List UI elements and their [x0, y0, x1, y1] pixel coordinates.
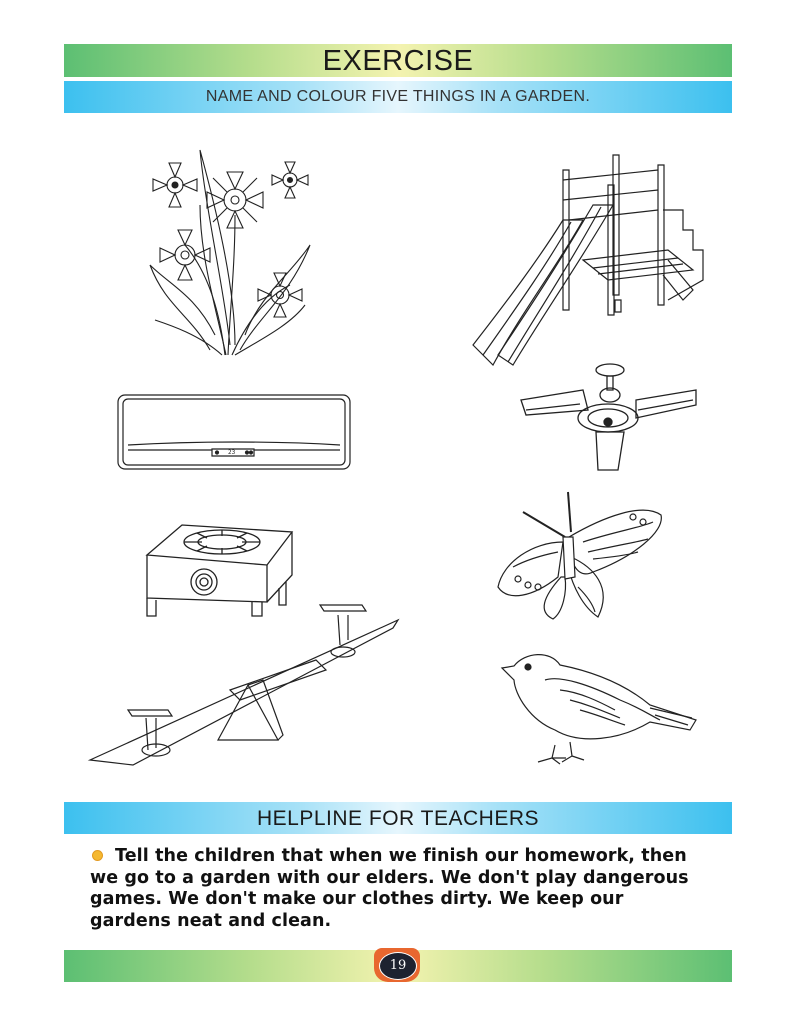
page-number-badge [374, 948, 420, 982]
sparrow-icon [500, 650, 698, 768]
butterfly-icon [493, 487, 668, 622]
ac-display: 23 [228, 449, 236, 456]
instruction-text: NAME AND COLOUR FIVE THINGS IN A GARDEN. [205, 88, 591, 105]
title-banner [64, 44, 732, 77]
bullet-icon [92, 850, 103, 861]
helpline-title: HELPLINE FOR TEACHERS [256, 807, 539, 830]
helpline-text: Tell the children that when we finish our homework, then we go to a garden with our elders. We don't play dangerous games. We don't make our clothes dirty. We keep our gardens neat and clean. [90, 846, 689, 931]
page-title: EXERCISE [322, 45, 474, 77]
see-saw-icon [88, 600, 400, 768]
page-number: 19 [379, 952, 417, 980]
helpline-banner [64, 802, 732, 834]
ceiling-fan-icon [518, 360, 698, 475]
air-conditioner-icon [116, 393, 352, 473]
playground-slide-icon [468, 150, 708, 372]
daffodil-flowers-icon [140, 145, 315, 360]
helpline-text-block [90, 846, 700, 932]
instruction-banner [64, 81, 732, 113]
